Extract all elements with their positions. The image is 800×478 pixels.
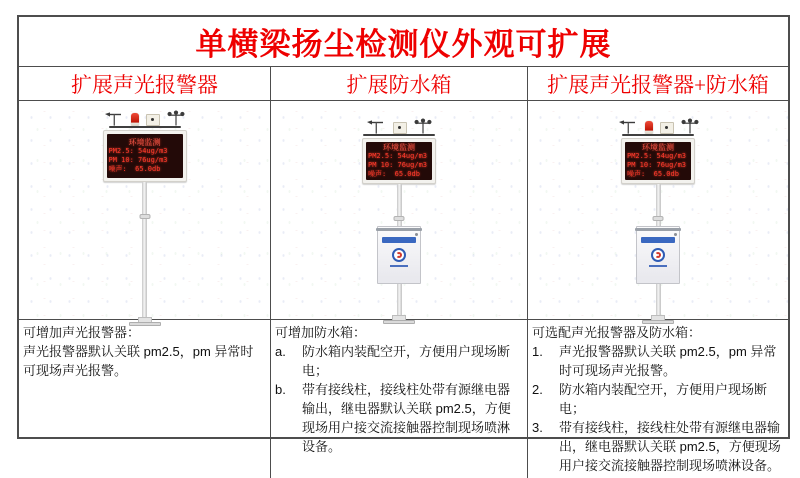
item-text: 防水箱内装配空开，方便用户现场断电；: [559, 382, 768, 416]
dust-monitor-device: [618, 115, 699, 324]
waterproof-box: [377, 226, 421, 284]
led-line-pm10: PM 10: 76ug/m3: [368, 161, 428, 169]
note-item: [532, 380, 783, 418]
note-item: [532, 418, 783, 475]
dust-monitor-device: [103, 107, 187, 326]
box-caption: [649, 265, 667, 267]
led-display: [362, 138, 436, 184]
note-item: [532, 342, 783, 380]
anemometer-icon: [167, 110, 185, 126]
box-caption: [390, 265, 408, 267]
led-screen: [625, 142, 691, 180]
item-marker: 3.: [532, 420, 543, 435]
led-line-title: 环境监测: [642, 143, 674, 152]
device-photo-alarm-plus-box: [528, 101, 788, 320]
header-label: 扩展防水箱: [346, 72, 452, 97]
item-marker: a.: [275, 344, 286, 359]
note-item: [275, 380, 522, 456]
led-display: [103, 130, 187, 182]
note-cell-alarm-plus-box: [528, 320, 788, 478]
sensor-row: [618, 115, 699, 134]
wind-vane-icon: [618, 118, 638, 134]
item-text: 防水箱内装配空开，方便用户现场断电；: [302, 344, 511, 378]
pole: [656, 184, 661, 315]
sensor-box-icon: [393, 122, 407, 134]
box-banner: [382, 237, 416, 243]
item-text: 声光报警器默认关联 pm2.5，pm 异常时可现场声光报警。: [559, 344, 777, 378]
led-line-title: 环境监测: [383, 143, 415, 152]
box-lid: [635, 228, 681, 231]
note-intro: 可增加声光报警器：: [23, 325, 141, 340]
sensor-row: [104, 107, 185, 126]
page-title: 单横梁扬尘检测仪外观可扩展: [195, 27, 612, 62]
led-line-noise: 噪声: 65.0db: [368, 170, 420, 178]
led-line-pm10: PM 10: 76ug/m3: [627, 161, 687, 169]
pole: [397, 184, 402, 315]
sensor-box-icon: [660, 122, 674, 134]
column-header-waterproof-box: [271, 67, 528, 101]
crossbeam: [109, 126, 181, 128]
waterproof-box: [636, 226, 680, 284]
header-label: 扩展声光报警器: [71, 72, 218, 97]
sensor-row: [366, 115, 432, 134]
box-knob: [674, 233, 677, 236]
alarm-beacon-icon: [131, 113, 139, 126]
device-photo-waterproof-box: [271, 101, 528, 320]
item-text: 带有接线柱，接线柱处带有源继电器输出，继电器默认关联 pm2.5，方便现场用户接交流接触器控制现场喷淋设备。: [559, 420, 781, 473]
spec-table: [17, 15, 790, 473]
led-line-noise: 噪声: 65.0db: [627, 170, 679, 178]
wind-vane-icon: [366, 118, 386, 134]
led-line-pm25: PM2.5: 54ug/m3: [627, 152, 687, 160]
table-title-cell: [19, 17, 788, 67]
note-item: [275, 342, 522, 380]
box-logo-icon: [651, 248, 665, 262]
led-line-pm25: PM2.5: 54ug/m3: [368, 152, 428, 160]
item-text: 带有接线柱，接线柱处带有源继电器输出，继电器默认关联 pm2.5，方便现场用户接交流接触器控制现场喷淋设备。: [302, 382, 511, 454]
alarm-beacon-icon: [645, 121, 653, 134]
box-knob: [415, 233, 418, 236]
dust-monitor-device: [362, 115, 436, 324]
crossbeam: [622, 134, 694, 136]
note-intro: 可选配声光报警器及防水箱：: [532, 325, 702, 340]
device-photo-alarm: [19, 101, 271, 320]
anemometer-icon: [414, 118, 432, 134]
sensor-box-icon: [146, 114, 160, 126]
pole: [142, 182, 147, 317]
item-marker: 2.: [532, 382, 543, 397]
note-intro: 可增加防水箱：: [275, 325, 367, 340]
header-label: 扩展声光报警器+防水箱: [547, 72, 769, 97]
led-screen: [107, 134, 183, 178]
led-display: [621, 138, 695, 184]
crossbeam: [363, 134, 435, 136]
column-header-alarm-plus-box: [528, 67, 788, 101]
box-lid: [376, 228, 422, 231]
note-cell-waterproof-box: [271, 320, 528, 478]
wind-vane-icon: [104, 110, 124, 126]
led-screen: [366, 142, 432, 180]
anemometer-icon: [681, 118, 699, 134]
box-banner: [641, 237, 675, 243]
box-logo-icon: [392, 248, 406, 262]
pole-collar: [139, 214, 150, 219]
item-marker: 1.: [532, 344, 543, 359]
pole-collar: [653, 216, 664, 221]
led-line-pm25: PM2.5: 54ug/m3: [108, 147, 168, 155]
pole-collar: [394, 216, 405, 221]
led-line-noise: 噪声: 65.0db: [108, 165, 161, 173]
note-body: 声光报警器默认关联 pm2.5，pm 异常时可现场声光报警。: [23, 344, 254, 378]
led-line-title: 环境监测: [128, 138, 161, 147]
led-line-pm10: PM 10: 76ug/m3: [108, 156, 168, 164]
column-header-alarm: [19, 67, 271, 101]
note-cell-alarm: [19, 320, 271, 478]
item-marker: b.: [275, 382, 286, 397]
